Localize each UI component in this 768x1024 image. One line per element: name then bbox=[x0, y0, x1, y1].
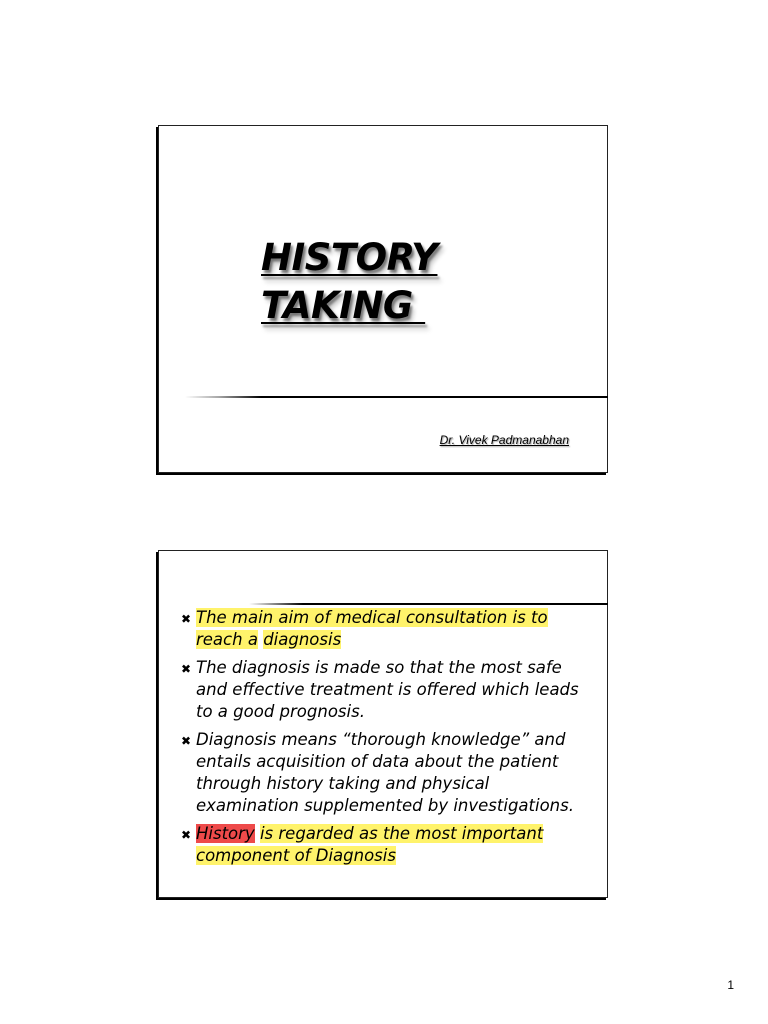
x-mark-icon: ✖ bbox=[181, 734, 192, 748]
x-mark-icon: ✖ bbox=[181, 662, 192, 676]
bullet-history-text-a: is regarded as the most important bbox=[259, 824, 544, 843]
x-mark-icon: ✖ bbox=[181, 828, 192, 842]
content-slide bbox=[158, 550, 608, 898]
bullet-history-keyword: History bbox=[196, 824, 255, 843]
bullet-aim-text-a: The main aim of medical consultation is to bbox=[196, 608, 548, 627]
bullet-aim-text-c: diagnosis bbox=[263, 630, 342, 649]
bullet-item-meaning bbox=[181, 729, 591, 817]
title-line-1: HISTORY bbox=[261, 236, 438, 279]
author-name: Dr. Vivek Padmanabhan bbox=[439, 433, 569, 447]
bullet-meaning-text: Diagnosis means “thorough knowledge” and entails acquisition of data about the patient through history taking and physical examination supplemented by investigations. bbox=[196, 730, 574, 815]
bullet-item-history bbox=[181, 823, 591, 867]
bullet-aim-text-b: reach a bbox=[196, 630, 258, 649]
title-divider bbox=[185, 396, 608, 398]
title-slide bbox=[158, 125, 608, 473]
slide-title bbox=[261, 234, 461, 330]
page-number: 1 bbox=[727, 978, 734, 992]
bullet-item-diagnosis bbox=[181, 657, 591, 723]
bullet-history-text-b: component of Diagnosis bbox=[196, 846, 396, 865]
title-line-2: TAKING bbox=[261, 284, 426, 327]
bullet-diagnosis-text: The diagnosis is made so that the most safe and effective treatment is offered which leads to a good prognosis. bbox=[196, 658, 579, 721]
x-mark-icon: ✖ bbox=[181, 612, 192, 626]
header-divider bbox=[249, 603, 608, 605]
bullet-list bbox=[181, 607, 591, 873]
bullet-item-aim bbox=[181, 607, 591, 651]
